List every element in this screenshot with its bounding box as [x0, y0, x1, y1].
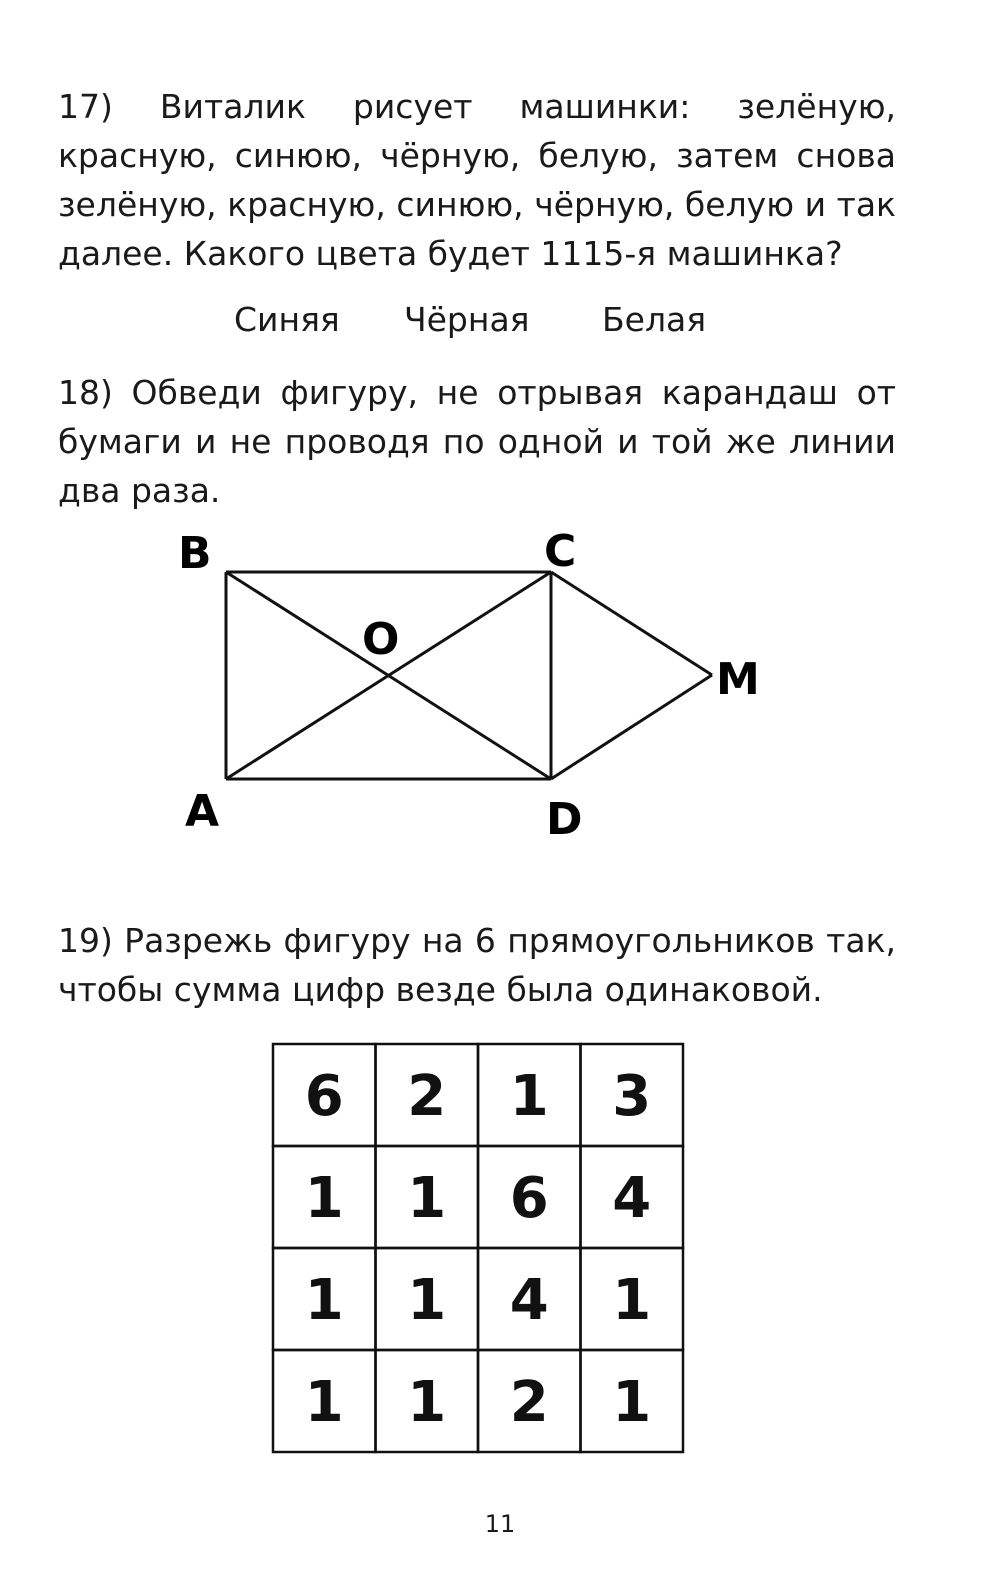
grid-cell-value: 2	[509, 1370, 549, 1435]
grid-cell-value: 1	[304, 1268, 344, 1333]
grid-cell-value: 4	[612, 1166, 652, 1231]
edge-cm	[551, 572, 712, 675]
grid-cell[interactable]	[478, 1044, 581, 1146]
answer-option-blue[interactable]: Синяя	[234, 300, 340, 339]
grid-cell[interactable]	[273, 1044, 376, 1146]
task-18-number: 18)	[58, 373, 113, 412]
grid-cell-value: 3	[612, 1064, 652, 1129]
grid-cell[interactable]	[581, 1044, 684, 1146]
task-17-text: Виталик рисует машинки: зелёную, красную, синюю, чёрную, белую, затем снова зелёную, красную, синюю, чёрную, белую и так далее. Какого цвета будет 1115-я машинка?	[58, 87, 896, 273]
grid-cell[interactable]	[273, 1350, 376, 1452]
grid-cell[interactable]	[581, 1146, 684, 1248]
task-18	[58, 368, 896, 515]
point-label-d: D	[546, 794, 583, 845]
grid-cell[interactable]	[376, 1248, 479, 1350]
number-grid	[273, 1044, 683, 1452]
grid-cell[interactable]	[376, 1146, 479, 1248]
grid-cell[interactable]	[273, 1146, 376, 1248]
task-17	[58, 82, 896, 278]
grid-cell-value: 1	[304, 1370, 344, 1435]
diagonal-ac	[226, 572, 551, 779]
task-19	[58, 916, 896, 1014]
grid-cell[interactable]	[376, 1044, 479, 1146]
point-label-m: M	[716, 654, 760, 705]
page-number: 11	[484, 1510, 516, 1538]
point-label-b: B	[178, 528, 212, 579]
grid-cell-value: 1	[612, 1268, 652, 1333]
answer-option-white[interactable]: Белая	[602, 300, 707, 339]
grid-cell-value: 1	[509, 1064, 549, 1129]
grid-cell-value: 6	[509, 1166, 549, 1231]
grid-cell[interactable]	[581, 1350, 684, 1452]
grid-cell[interactable]	[478, 1146, 581, 1248]
grid-cell-value: 1	[407, 1268, 447, 1333]
grid-cell-value: 4	[509, 1268, 549, 1333]
point-label-o: O	[362, 614, 400, 665]
grid-cell-value: 2	[407, 1064, 447, 1129]
task-18-text: Обведи фигуру, не отрывая карандаш от бумаги и не проводя по одной и той же линии два раза.	[58, 373, 896, 510]
grid-cell-value: 1	[407, 1370, 447, 1435]
grid-cell-value: 1	[304, 1166, 344, 1231]
grid-cell-value: 6	[304, 1064, 344, 1129]
grid-cell-value: 1	[612, 1370, 652, 1435]
point-label-a: A	[185, 786, 220, 837]
grid-cell[interactable]	[478, 1248, 581, 1350]
diagonal-bd	[226, 572, 551, 779]
grid-cell[interactable]	[376, 1350, 479, 1452]
grid-cell[interactable]	[478, 1350, 581, 1452]
grid-cell-value: 1	[407, 1166, 447, 1231]
point-label-c: C	[544, 526, 577, 577]
task-19-number: 19)	[58, 921, 113, 960]
answer-option-black[interactable]: Чёрная	[404, 300, 530, 339]
task-17-number: 17)	[58, 87, 113, 126]
grid-cell[interactable]	[273, 1248, 376, 1350]
edge-dm	[551, 675, 712, 779]
grid-cell[interactable]	[581, 1248, 684, 1350]
task-19-text: Разрежь фигуру на 6 прямоугольников так, чтобы сумма цифр везде была одинаковой.	[58, 921, 896, 1009]
